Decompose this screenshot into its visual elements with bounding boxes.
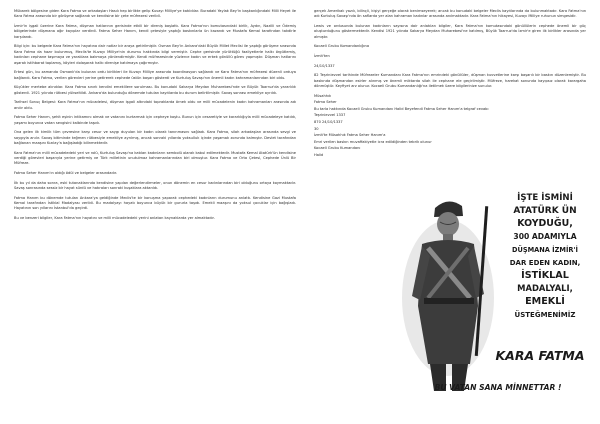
paragraph: gerçek Amerikalı yazılı, bilinçli, kişiyi gerçeğe olarak benimseyerek; ancak bu konudaki belgeler Meclis kayıtlarında da bulunmaktadır. Kara Fatma'nın adı Kurtuluş Savaşı'nda ön saflarda yer alan kahraman kadınlar arasında anılmaktadır. Kara Fatma'nın hikayesi, Kuvayı Milliye ruhunun simgesidir. (314, 9, 586, 19)
poster-headline (510, 192, 581, 319)
reply-intro: Bu tarla hakkında Kocaeli Grubu Kumandanı Halid Beyefendi Fatma Seher Hanım'a telgraf cevabı (314, 106, 489, 111)
reply-count: 30 (314, 126, 319, 131)
paragraph: İzmir'in işgali üzerine Kara Fatma, düşman hatlarının gerisinde etkili bir direniş başlattı. Kara Fatma'nın komutasındaki birlik, Aydın, Nazilli ve Ödemiş bölgelerinde düşmana ağır kayıplar verdirdi. Fatma Seher Hanım, kendi çetesiyle yaptığı baskınlarla ün kazandı ve Mustafa Kemal tarafından takdirle karşılandı. (14, 24, 296, 39)
telegram-recipient: Kocaeli Grubu Komandanlığına (314, 44, 370, 49)
headline-line: ÜSTEĞMENİMİZ (514, 311, 576, 319)
paragraph: İlk bu yıl da daha sonra, eski tutanaklarında kendisine yapılan değerlendirmeler, onun dönemin en cesur kadınlarından biri olduğunu ortaya koymaktadır. Savaş sonrasında sessiz bir hayat sürdü ve hatıraları sonraki kuşaklara aktarıldı. (14, 180, 296, 191)
headline-line: KOYDUĞU, (517, 218, 573, 229)
paragraph: Fatma Hanım bu dönemde tutulan Ankara'ya geldiğinde Meclis'te bir konuşma yaparak cephedeki kadınların durumunu anlattı. Kendisine Gazi Mustafa Kemal tarafından İstiklal Madalyası verildi. Bu madalyayı hayatı boyunca büyük bir gururla taşıdı. Emekli maaşını da yoksul çocuklar için bağışladı. Hayatının son yıllarını İstanbul'da geçirdi. (14, 195, 296, 211)
headline-line: ATATÜRK ÜN (513, 206, 577, 216)
headline-line: EMEKLİ (525, 296, 565, 307)
paragraph: Ona gelen ilk kimlik tüm çevresine karşı cesur ve saygı duyulan bir kadın olarak tanınmasını sağladı. Kara Fatma, silah arkadaşları arasında sevgi ve saygıyla anılır. Savaş bitiminde teğmen rütbesiyle emekliye ayrılmış, ancak sonraki yıllarda yoksulluk içinde yaşamak zorunda kalmıştır. Devlet tarafından bağlanan maaşını Kızılay'a bağışladığı bilinmektedir. (14, 130, 296, 146)
paragraph: Bu ve benzeri bilgiler, Kara Fatma'nın hayatını ve milli mücadeledeki yerini anlatan kaynaklarda yer almaktadır. (14, 216, 215, 221)
headline-line: İSTİKLAL (521, 270, 569, 281)
poster-footer (435, 383, 562, 392)
paragraph: Ertesi gün, bu zamanda Osmanlı'da bulunan ordu birlikleri ile Kuvayı Milliye arasında koordinasyon sağlandı ve Kara Fatma'nın müfrezesi düzenli orduya bağlandı. Kara Fatma, verilen görevleri yerine getirerek cephede üstün başarı gösterdi ve Kurtuluş Savaşı'nın önemli kadın kahramanlarından biri oldu. (14, 70, 296, 80)
reply-sender-name: Halid (314, 152, 324, 157)
poster-slogan: BU VATAN SANA MİNNETTAR ! (434, 383, 562, 392)
telegram-body: 82 Teşrinievvel tarihinde Müfrezeler Kumandanı Kara Fatma'nın emrindeki gönüllüler, düşman kuvvetlerine karşı başarılı bir baskın düzenlemiştir. Bu baskında düşmandan esirler alınmış ve önemli miktarda silah ile cephane ele geçirilmiştir. Müfreze, harekat sonunda kayıpsız olarak karargaha dönmüştür. Keyfiyet arz olunur. Kocaeli Grubu Kumandanlığı'na iletilmek üzere bilgilerinize sunulur. (314, 73, 586, 88)
headline-line: MADALYALI, (517, 283, 573, 293)
kara-fatma-poster (400, 186, 586, 396)
paragraph: Tarihsel Sonuç Belgesi: Kara Fatma'nın mücadelesi, düşman işgali altındaki topraklarda örnek oldu ve milli mücadelenin kadın kahramanları arasında adı anılır oldu. (14, 100, 296, 110)
paragraph: Küçükler mertebe alındılar. Kara Fatma sınırlı kendini emeklilere sorulması. Bu konudaki Sakarya Meydan Muharebesi'nde ve Büyük Taarruz'da yararlılık gösterdi. 1921 yılında rütbesi yükseltildi. Ankara'da bulunduğu dönemde tutulan kayıtlarda bu durum belirtilmiştir. Savaş sonrası emekliye ayrıldı. (14, 85, 296, 95)
paragraph: Bilgi için: bu belgede Kara Fatma'nın hayatına dair notlar bir araya getirilmiştir. Osman Bey'in Ankara'daki Büyük Millet Meclisi ile yaptığı görüşme sırasında Kara Fatma da hazır bulunmuş, Meclis'te Kuvayı Milliye'nin durumu hakkında bilgi vermiştir. Cephe gerisinde yürüttüğü faaliyetlerle halkı örgütlemiş, kadınları cephane taşımaya ve yaralılara bakmaya yönlendirmiştir. Kendi müfrezesinde yüzlerce kadın ve erkek gönüllü görev yapmıştır. Düşman hatlarını aşarak istihbarat toplamış, köyleri dolaşarak halkı direnişe katılmaya çağırmıştır. (14, 44, 296, 65)
telegram-signature-title: Müsahhık (314, 93, 332, 98)
kara-fatma-photo (402, 201, 494, 391)
paragraph: Fatma Seher Hanım, şehit eşinin intikamını almak ve vatanını kurtarmak için cepheye koştu. Bunun için cesaretiyle ve kararlılığıyla milli mücadeleye katıldı, yaşamı boyunca vatan sevgisini kalbinde taşıdı. (14, 115, 296, 125)
reply-recipient: İzmit'te Müsahhık Fatma Seher Hanım'a (314, 133, 386, 138)
paragraph: Lewis ve ordusunda bulunan kadınların sayısına dair anlatılan bilgiler, Kara Fatma'nın komutasındaki gönüllülerin cephede önemli bir güç oluşturduğunu göstermektedir. Kendisi 1921 yılında Sakarya Meydan Muharebesi'ne katılmış, Büyük Taarruz'da İzmir'e giren ilk birlikler arasında yer almıştır. (314, 24, 586, 39)
telegram-signature-name: Fatma Seher (314, 100, 337, 105)
telegram-date: 24/10/1337 (314, 63, 335, 68)
telegram-origin: İzmit'ten (314, 54, 330, 58)
headline-line: DÜŞMANA İZMİR'İ (512, 246, 578, 254)
paragraph: Kara Fatma'nın milli mücadeledeki yeri ve rolü, Kurtuluş Savaşı'na katılan kadınların sembolü olarak kabul edilmektedir. Mustafa Kemal Atatürk'ün kendisine verdiği görevleri başarıyla yerine getirmiş ve Türk milletinin unutulmaz kahramanlarından biri olmuştur. Kara Fatma ve Orta Çetesi, Cephede Ünlü Bir Müfreze. (14, 150, 296, 166)
paragraph: Fatma Seher Hanım'ın aldığı ödül ve belgeler arasındadır. (14, 171, 118, 176)
poster-graphic (400, 186, 586, 396)
poster-name: KARA FATMA (495, 348, 585, 363)
paragraph: Mübarek bölgesine giden Kara Fatma ve arkadaşları Hasılı hep birlikte gelip Kuvayı Milliye'ye katıldılar. Buradaki Yaylak Bey'in başkanlığındaki Milli Heyet ile Kara Fatma arasında bir görüşme sağlandı ve kendisine bir çete müfrezesi verildi. (14, 9, 296, 19)
headline-line: İŞTE İSMİNİ (517, 193, 573, 203)
reply-sender-title: Kocaeli Grubu Kumandanı (314, 146, 361, 151)
headline-line: DAR EDEN KADIN, (509, 259, 581, 267)
reply-body: Emri verilen baskın muvaffakiyetle icra edildiğinden tebrik olunur (314, 139, 432, 144)
right-column (314, 9, 586, 163)
reply-month: Teşrinievvel 1337 (314, 113, 346, 118)
left-column (14, 9, 296, 226)
headline-line: 300 ADAMIYLA (513, 232, 577, 241)
reply-number: 870 24/10/1337 (314, 119, 343, 124)
